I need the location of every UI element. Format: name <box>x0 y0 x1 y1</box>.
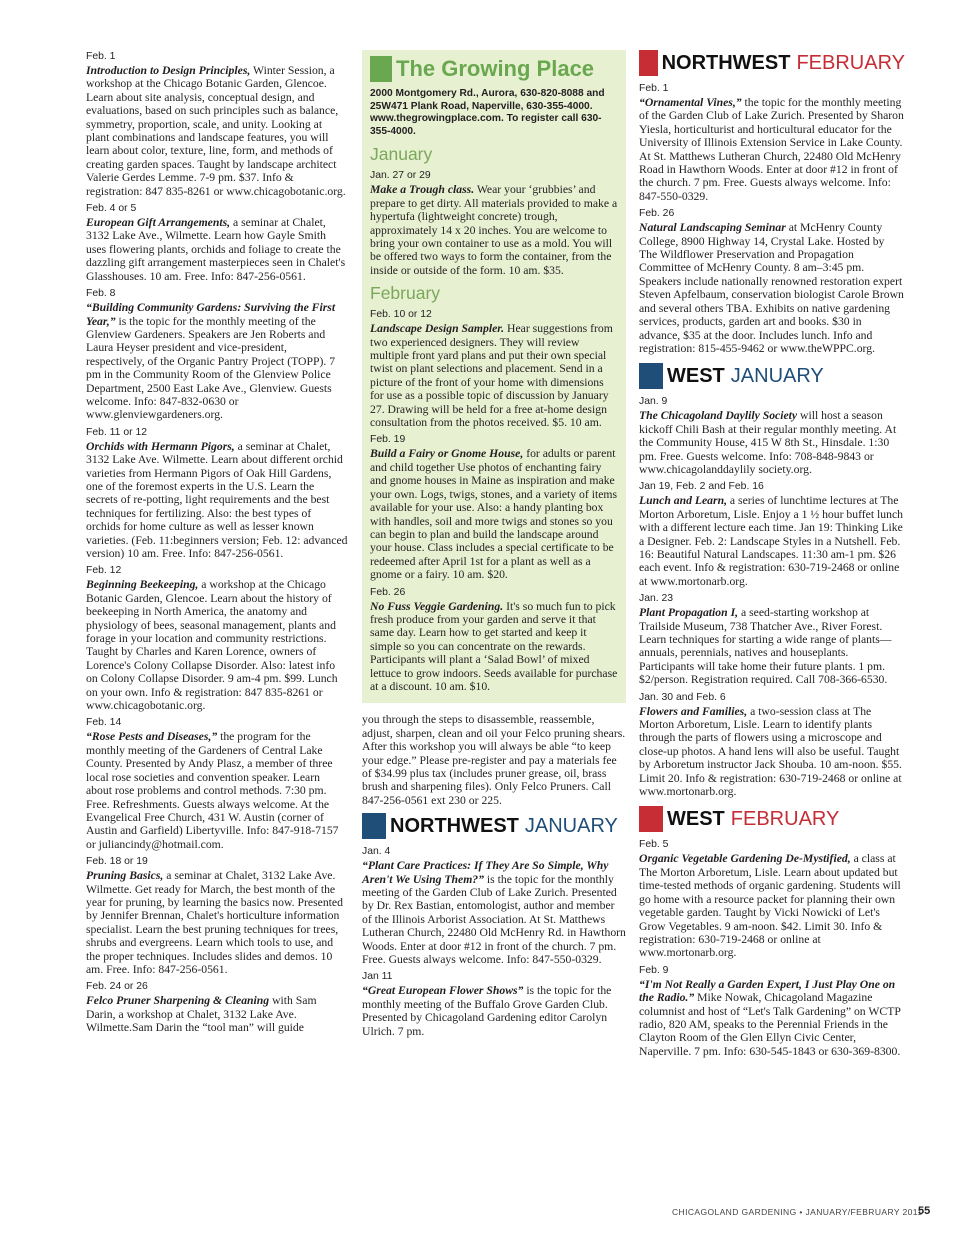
event-description <box>639 96 905 203</box>
growing-place-february-events <box>370 308 618 693</box>
event-date: Jan. 27 or 29 <box>370 170 431 182</box>
northwest-february-events <box>639 82 905 355</box>
felco-continuation-text: you through the steps to disassemble, reassemble, adjust, sharpen, clean and oil your Felco pruning shears. After this workshop you will always be able “to keep your edge.” Please pre-register and pay a materials fee of $34.99 plus tax (includes pruner grease, oil, brass brush and sharpening files). Only Felco Pruners. Call 847-256-0561 ext 230 or 225. <box>362 713 626 807</box>
event-description <box>86 216 348 283</box>
event-title: Lunch and Learn, <box>639 494 727 508</box>
event-description <box>370 183 618 277</box>
event-date: Jan 19, Feb. 2 and Feb. 16 <box>639 481 764 493</box>
event-text: at McHenry County College, 8900 Highway 14, Crystal Lake. Hosted by The Wildflower Preservation and Propagation Committee of McHenry County. 8 am–3:45 pm. Speakers include nationally renowned restoration expert Steven Apfelbaum, conservation biologist Carole Brown and several others TBA. Exhibits on native gardening services, products, garden art and books. $30 in advance, $35 at the door. Includes lunch. Info and registration: 815-455-9462 or www.theWPPC.org. <box>639 221 904 355</box>
event-title: “I'm Not Really a Garden Expert, I Just Play One on the Radio.” <box>639 977 896 1005</box>
event-description <box>86 578 348 712</box>
growing-place-january-events <box>370 169 618 277</box>
event-title: The Chicagoland Daylily Society <box>639 409 798 423</box>
event-item <box>639 691 905 799</box>
column-2 <box>362 50 626 1042</box>
northwest-february-heading <box>639 50 905 76</box>
event-item <box>639 480 905 588</box>
event-title: European Gift Arrangements, <box>86 216 231 230</box>
event-item <box>639 207 905 355</box>
event-title: “Great European Flower Shows” <box>362 984 524 998</box>
event-item <box>86 564 348 712</box>
event-text: Wear your ‘grubbies’ and prepare to get dirty. All materials provided to make a hypertufa (lightweight concrete) trough, approximately 14 x 20 inches. You are welcome to bring your own container to use as a mold. You will be offered two ways to form the container, from the inside or outside of the form. 10 am. $35. <box>370 183 618 277</box>
event-text: a two-session class at The Morton Arboretum, Lisle. Learn to identify plants through the parts of flowers using a microscope and close-up photos. A hand lens will also be useful. Taught by Arboretum instructor Jack Shouba. 10 am-noon. $55. Limit 20. Info & registration: 630-719-2468 or online at www.mortonarb.org. <box>639 704 902 799</box>
event-title: Beginning Beekeeping, <box>86 578 199 592</box>
section-month: JANUARY <box>730 364 824 387</box>
event-date: Feb. 26 <box>639 208 675 220</box>
blue-square-icon <box>362 813 386 839</box>
event-item <box>370 586 618 694</box>
event-item <box>639 964 905 1058</box>
event-item <box>362 970 626 1038</box>
event-text: a seed-starting workshop at Trailside Museum, 738 Thatcher Ave., River Forest. Learn techniques for starting a wide range of plants—annuals, perennials, natives and houseplants. Participants will take home their future plants. 1 pm. $2/person. Registration required. Call 708-366-6530. <box>639 606 892 687</box>
event-description <box>86 730 348 851</box>
event-text: a seminar at Chalet, 3132 Lake Ave. Wilmette. Get ready for March, the best month of the year for pruning, by learning the basics now. Presented by Jennifer Brennan, Chalet's horticulture information specialist. Learn the best pruning techniques for trees, shrubs and evergreens. Learn which tools to use, and the proper techniques. Includes slides and demos. 10 am. Free. Info: 847-256-0561. <box>86 869 343 976</box>
section-month: FEBRUARY <box>796 51 905 74</box>
event-date: Feb. 18 or 19 <box>86 856 148 868</box>
column-1 <box>86 50 348 1039</box>
event-description <box>639 705 905 799</box>
west-february-heading <box>639 806 905 832</box>
event-title: Orchids with Hermann Pigors, <box>86 439 235 453</box>
event-date: Feb. 14 <box>86 717 122 729</box>
event-item <box>370 433 618 581</box>
event-description <box>86 869 348 976</box>
event-description <box>362 859 626 966</box>
event-date: Jan. 4 <box>362 846 391 858</box>
section-region: NORTHWEST <box>390 814 519 837</box>
west-january-events <box>639 395 905 798</box>
page-number: 55 <box>918 1205 931 1217</box>
event-title: Pruning Basics, <box>86 869 164 883</box>
section-region: WEST <box>667 364 725 387</box>
event-item <box>370 169 618 277</box>
event-item <box>362 845 626 966</box>
section-month: FEBRUARY <box>730 807 840 830</box>
event-text: a series of lunchtime lectures at The Morton Arboretum, Lisle. Enjoy a 1 ½ hour buffet lunch with a different lecture each time. Jan 19: Thinking Like a Designer. Feb. 2: Landscape Styles in a Nutshell. Feb. 16: Beautiful Natural Landscapes. 11:30 am-1 pm. $26 each event. Info & registration: 630-719-2468 or online at www.mortonarb.org. <box>639 494 904 588</box>
event-title: No Fuss Veggie Gardening. <box>370 599 504 613</box>
event-title: Plant Propagation I, <box>639 606 739 620</box>
event-description <box>639 494 905 588</box>
event-date: Jan 11 <box>362 971 393 983</box>
event-item <box>86 202 348 283</box>
event-description <box>86 994 348 1034</box>
event-item <box>86 426 348 561</box>
growing-place-february-heading: February <box>370 283 441 304</box>
event-text: a workshop at the Chicago Botanic Garden, Glencoe. Learn about the history of beekeeping in North America, the anatomy and physiology of bees, seasonal management, plants and forage in your location and community restrictions. Taught by Charles and Karen Lorence, owners of Lorence's Colony Collapse Disorder. Also: latest info on Colony Collapse Disorder. 9 am-4 pm. $99. Lunch on your own. Info & registration: 847 835-8261 or www.chicagobotanic.org. <box>86 578 338 713</box>
event-description <box>370 322 618 429</box>
section-month: JANUARY <box>524 814 618 837</box>
event-title: “Rose Pests and Diseases,” <box>86 730 218 744</box>
event-item <box>639 592 905 686</box>
event-title: Landscape Design Sampler. <box>370 322 505 336</box>
growing-place-january-heading: January <box>370 144 433 165</box>
event-date: Jan. 23 <box>639 593 674 605</box>
event-item <box>86 287 348 422</box>
event-date: Feb. 8 <box>86 288 116 300</box>
event-description <box>86 301 348 422</box>
northwest-january-events <box>362 845 626 1038</box>
event-item <box>86 50 348 198</box>
event-text: for adults or parent and child together Use photos of enchanting fairy and gnome houses in Maine as inspiration and make your own. Logs, twigs, stones, and a variety of items available for your use. Also: a handy planting box with handles, soil and more twigs and stones so you can begin to plan and build the landscape around your house. Class includes a special certificate to be redeemed after April 1st for a plant as well as a gnome or a fairy. 10 am. $20. <box>370 447 618 582</box>
event-text: Mike Nowak, Chicagoland Magazine columnist and host of “Let's Talk Gardening” on WCTP radio, 820 AM, speaks to the Perennial Friends in the Clayton Room of the Glen Ellyn Civic Center, Naperville. 7 pm. Info: 630-545-1843 or 630-369-8300. <box>639 991 901 1058</box>
event-title: “Building Community Gardens: Surviving the First Year,” <box>86 301 336 328</box>
growing-place-header <box>370 56 618 82</box>
event-date: Feb. 24 or 26 <box>86 981 148 993</box>
event-item <box>86 855 348 976</box>
event-date: Jan. 30 and Feb. 6 <box>639 691 726 703</box>
event-text: is the topic for the monthly meeting of the Garden Club of Lake Zurich. Presented by Dr. Rex Bastian, entomologist, author and member of the Illinois Arborist Association. At St. Matthews Lutheran Church, 22480 Old McHenry Rd. in Hawthorn Woods. Enter at door #12 in front of the church. 7 pm. Free. Guests always welcome. Info: 847-550-0329. <box>362 872 626 967</box>
event-date: Feb. 9 <box>639 964 669 976</box>
event-item <box>370 308 618 429</box>
event-date: Feb. 12 <box>86 565 122 577</box>
event-date: Feb. 10 or 12 <box>370 309 432 321</box>
page-footer: CHICAGOLAND GARDENING • JANUARY/FEBRUARY 2011 <box>672 1207 923 1217</box>
event-date: Jan. 9 <box>639 396 668 408</box>
event-description <box>362 984 626 1038</box>
event-text: Winter Session, a workshop at the Chicago Botanic Garden, Glencoe. Learn about site analysis, conceptual design, and evaluations, based on such principles such as balance, symmetry, proportion, scale, and unity. Looking at plant combinations and landscape features, you will learn about color, texture, line, form, and methods of creating garden spaces. Taught by landscape architect Valerie Gerdes Lemme. 7-9 pm. $37. Info & registration: 847 835-8261 or www.chicagobotanic.org. <box>86 64 346 198</box>
event-title: Build a Fairy or Gnome House, <box>370 447 524 461</box>
section-region: WEST <box>667 807 725 830</box>
event-text: the program for the monthly meeting of the Gardeners of Central Lake County. Presented by Andy Plasz, a member of three local rose societies and convention speaker. Learn about rose problems and control methods. 7:30 pm. Free. Refreshments. Guests always welcome. At the Evangelical Free Church, 431 W. Austin (corner of Austin and Garfield) Libertyville. Info: 847-918-7157 or juliancindy@hotmail.com. <box>86 730 339 851</box>
northwest-january-heading <box>362 813 626 839</box>
event-text: is the topic for the monthly meeting of the Glenview Gardeners. Speakers are Jen Roberts and Laura Heyser president and vice-president, respectively, of the Organic Pantry Project (TOPP). 7 pm in the Community Room of the Glenview Police Department, 2500 East Lake Ave., Glenview. Guests welcome. Info: 847-832-0630 or www.glenviewgardeners.org. <box>86 314 336 422</box>
growing-place-box <box>362 50 626 703</box>
event-title: Introduction to Design Principles, <box>86 64 251 77</box>
event-item <box>639 395 905 476</box>
growing-place-info: 2000 Montgomery Rd., Aurora, 630-820-8088 and 25W471 Plank Road, Naperville, 630-355-4000. www.thegrowingplace.com. To register call 630-355-4000. <box>370 88 605 137</box>
red-square-icon <box>639 50 658 76</box>
event-description <box>639 852 905 959</box>
event-date: Feb. 5 <box>639 839 669 851</box>
green-square-icon <box>370 56 392 82</box>
event-description <box>639 978 905 1058</box>
event-text: a class at The Morton Arboretum, Lisle. Learn about updated but time-tested methods of organic gardening. Students will go home with a resource packet for planning their own vegetable garden. Taught by Vicki Nowicki of Let's Grow Vegetables. 9 am-noon. $42. Limit 30. Info & registration: 630-719-2468 or online at www.mortonarb.org. <box>639 852 901 960</box>
event-title: Natural Landscaping Seminar <box>639 221 786 235</box>
event-text: Hear suggestions from two experienced designers. They will review multiple front yard plans and put their own special twist on plant selections and placement. Send in a picture of the front of your home with dimensions for use as a possible topic of discussion by January 27. Drawing will be held for a free at-home design consultation from the photos received. $5. 10 am. <box>370 322 613 430</box>
event-description <box>370 600 618 694</box>
event-text: a seminar at Chalet, 3132 Lake Ave. Wilmette. Learn about different orchid varieties from Hermann Pigors of Oak Hill Gardens, one of the foremost experts in the U.S. Learn the secrets of re-potting, light requirements and the best techniques for fertilizing. Also: the best types of orchids for home culture as well as lesser known varieties. (Feb. 11:beginners version; Feb. 12: advanced version) 10 am. Free. Info: 847-256-0561. <box>86 439 348 560</box>
event-title: Organic Vegetable Gardening De-Mystified, <box>639 852 851 866</box>
event-title: Make a Trough class. <box>370 183 475 197</box>
event-text: the topic for the monthly meeting of the Garden Club of Lake Zurich. Presented by Sharon Yiesla, horticulturist and horticultural educator for the University of Illinois Extension Service in Lake County. At St. Matthews Lutheran Church, 22480 Old McHenry Road in Hawthorn Woods. Enter at door #12 in front of the church. 7 pm. Free. Guests always welcome. Info: 847-550-0329. <box>639 96 904 203</box>
event-item <box>86 716 348 851</box>
event-item <box>86 980 348 1034</box>
event-date: Feb. 11 or 12 <box>86 426 148 438</box>
event-text: a seminar at Chalet, 3132 Lake Ave., Wilmette. Learn how Gayle Smith uses flowering plants, orchids and foliage to create the dazzling gift arrangement masterpieces seen in Chalet's Glasshouses. 10 am. Free. Info: 847-256-0561. <box>86 216 346 283</box>
event-text: with Sam Darin, a workshop at Chalet, 3132 Lake Ave. Wilmette.Sam Darin the “tool man” will guide <box>86 994 317 1035</box>
event-description <box>639 221 905 355</box>
event-title: Flowers and Families, <box>639 704 748 718</box>
event-date: Feb. 26 <box>370 586 406 598</box>
event-date: Feb. 19 <box>370 434 406 446</box>
event-description <box>86 64 348 198</box>
event-title: Felco Pruner Sharpening & Cleaning <box>86 994 270 1008</box>
event-date: Feb. 4 or 5 <box>86 203 137 215</box>
event-item <box>639 82 905 203</box>
event-text: It's so much fun to pick fresh produce from your garden and serve it that same day. Learn how to get started and keep it simple so you can concentrate on the rewards. Participants will plant a ‘Salad Bowl’ of mixed lettuce to grow indoors. Seeds available for purchase at a discount. 10 am. $10. <box>370 599 618 693</box>
section-region: NORTHWEST <box>661 51 791 74</box>
blue-square-icon <box>639 363 663 389</box>
event-date: Feb. 1 <box>86 51 116 62</box>
event-date: Feb. 1 <box>639 83 669 94</box>
event-description <box>639 409 905 476</box>
event-item <box>639 838 905 959</box>
west-january-heading <box>639 363 905 389</box>
event-description <box>370 447 618 581</box>
column-3 <box>639 50 905 1062</box>
event-text: is the topic for the monthly meeting of the Buffalo Grove Garden Club. Presented by Chicagoland Gardening editor Carolyn Ulrich. 7 pm. <box>362 984 612 1038</box>
event-description <box>639 606 905 686</box>
west-february-events <box>639 838 905 1058</box>
event-title: “Plant Care Practices: If They Are So Simple, Why Aren't We Using Them?” <box>362 859 609 886</box>
event-description <box>86 440 348 561</box>
event-text: will host a season kickoff Chili Bash at their regular monthly meeting. At the Community House, 415 W 8th St., Hinsdale. 1:30 pm. Free. Guests welcome. Info: 708-848-9843 or www.chicagolanddaylily society.org. <box>639 409 897 476</box>
growing-place-title: The Growing Place <box>396 56 595 81</box>
event-title: “Ornamental Vines,” <box>639 96 742 109</box>
red-square-icon <box>639 806 663 832</box>
